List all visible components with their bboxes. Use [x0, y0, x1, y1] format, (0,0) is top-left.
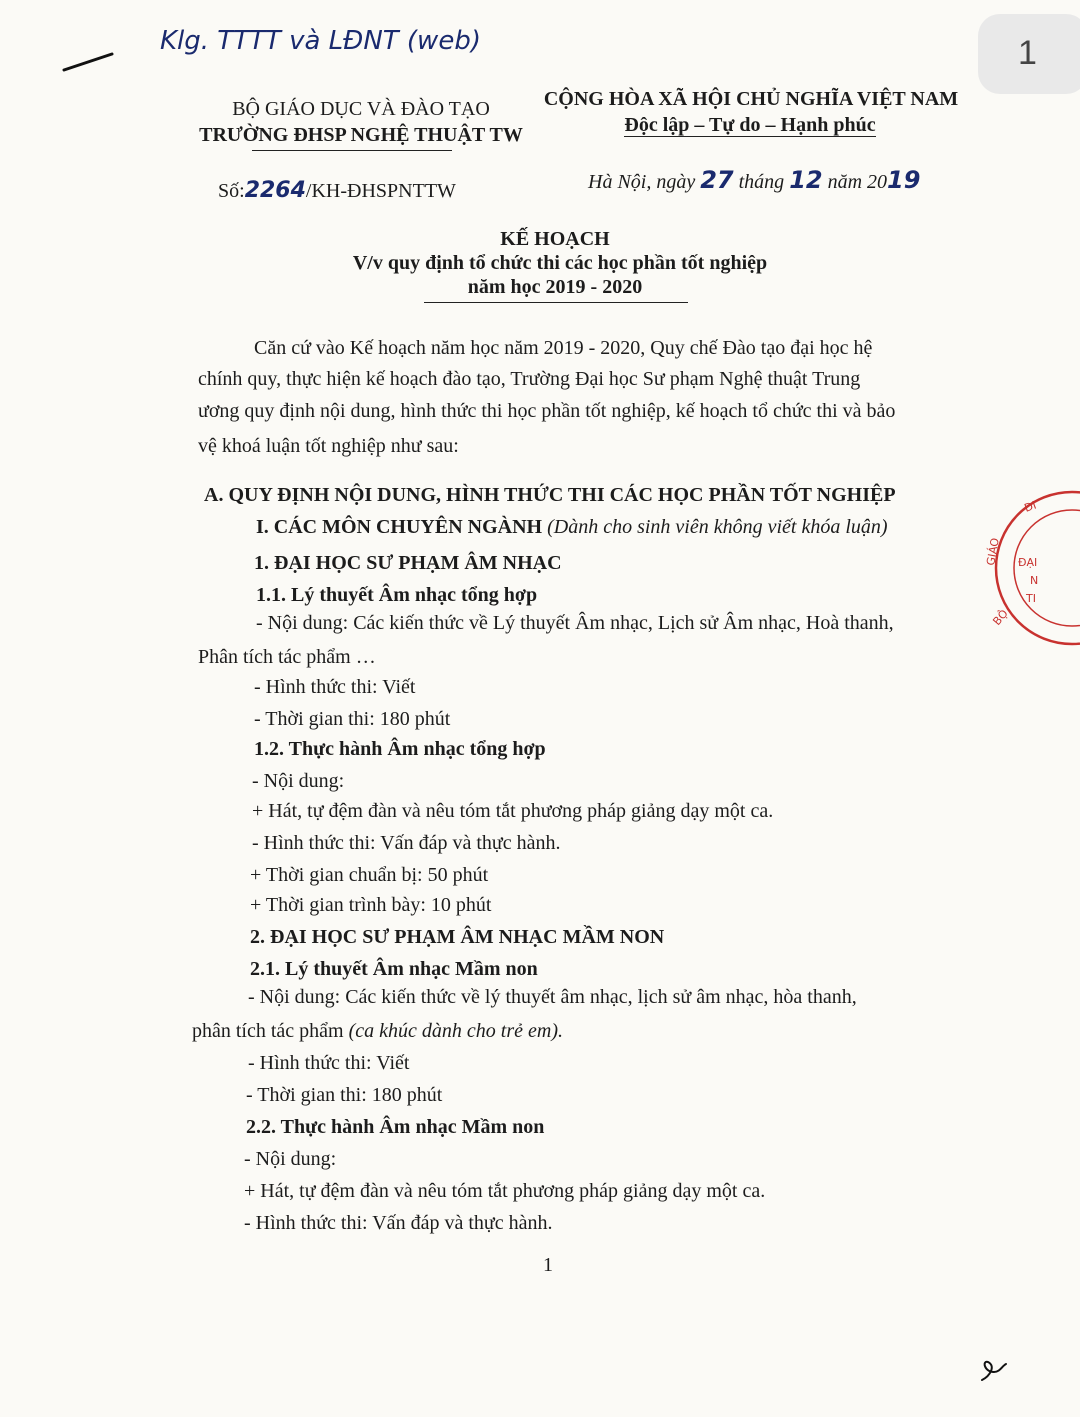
- section-2-1-time: - Thời gian thi: 180 phút: [246, 1084, 443, 1106]
- ministry-name: BỘ GIÁO DỤC VÀ ĐÀO TẠO: [232, 98, 490, 120]
- section-1-2-item: + Hát, tự đệm đàn và nêu tóm tắt phương pháp giảng dạy một ca.: [252, 800, 774, 822]
- section-1-2-content: - Nội dung:: [252, 770, 345, 792]
- svg-text:DI: DI: [1022, 498, 1039, 515]
- section-2-1-content-c: (ca khúc dành cho trẻ em).: [348, 1020, 563, 1042]
- section-2-2-heading: 2.2. Thực hành Âm nhạc Mầm non: [246, 1116, 545, 1138]
- footer-page-number: 1: [543, 1254, 553, 1276]
- svg-text:ĐẠI: ĐẠI: [1018, 556, 1038, 569]
- section-1-2-prep-time: + Thời gian chuẩn bị: 50 phút: [250, 864, 489, 886]
- section-2-1-form: - Hình thức thi: Viết: [248, 1052, 410, 1074]
- motto-text: Độc lập – Tự do – Hạnh phúc: [624, 114, 876, 136]
- section-1-1-content-cont: Phân tích tác phẩm …: [198, 646, 376, 668]
- section-a-heading: A. QUY ĐỊNH NỘI DUNG, HÌNH THỨC THI CÁC HỌC PHẦN TỐT NGHIỆP: [204, 484, 896, 506]
- intro-line-3: ương quy định nội dung, hình thức thi học phần tốt nghiệp, kế hoạch tổ chức thi và bảo: [198, 400, 896, 422]
- intro-line-4: vệ khoá luận tốt nghiệp như sau:: [198, 435, 459, 457]
- date-day: 27: [700, 166, 734, 194]
- school-name: TRƯỜNG ĐHSP NGHỆ THUẬT TW: [199, 124, 523, 146]
- section-2-2-form: - Hình thức thi: Vấn đáp và thực hành.: [244, 1212, 553, 1234]
- handwritten-note: Klg. TTTT và LĐNT (web): [160, 26, 481, 56]
- section-2-heading: 2. ĐẠI HỌC SƯ PHẠM ÂM NHẠC MẦM NON: [250, 926, 665, 948]
- section-1-heading: 1. ĐẠI HỌC SƯ PHẠM ÂM NHẠC: [254, 552, 562, 574]
- section-2-2-item: + Hát, tự đệm đàn và nêu tóm tắt phương pháp giảng dạy một ca.: [244, 1180, 766, 1202]
- doc-number-prefix: Số:: [218, 180, 245, 202]
- doc-number-suffix: /KH-ĐHSPNTTW: [305, 180, 456, 202]
- svg-text:TI: TI: [1026, 592, 1036, 605]
- section-i-title: I. CÁC MÔN CHUYÊN NGÀNH: [256, 516, 543, 538]
- date-month-label: tháng: [738, 171, 785, 193]
- section-1-2-present-time: + Thời gian trình bày: 10 phút: [250, 894, 492, 916]
- section-i-note: (Dành cho sinh viên không viết khóa luận): [547, 516, 888, 538]
- page-number-label: 1: [1018, 34, 1037, 72]
- intro-line-1: Căn cứ vào Kế hoạch năm học năm 2019 - 2020, Quy chế Đào tạo đại học hệ: [254, 337, 873, 359]
- official-seal-stamp: [982, 486, 1080, 656]
- section-2-2-content: - Nội dung:: [244, 1148, 337, 1170]
- section-1-1-time: - Thời gian thi: 180 phút: [254, 708, 451, 730]
- motto: [600, 114, 900, 137]
- document-subtitle-2: năm học 2019 - 2020: [467, 276, 643, 298]
- section-2-1-content: - Nội dung: Các kiến thức về lý thuyết âm nhạc, lịch sử âm nhạc, hòa thanh,: [248, 986, 857, 1008]
- country-name: CỘNG HÒA XÃ HỘI CHỦ NGHĨA VIỆT NAM: [543, 88, 959, 110]
- svg-text:N: N: [1030, 574, 1039, 587]
- svg-text:GIÁO: GIÁO: [984, 536, 1002, 567]
- document-date: [588, 166, 920, 194]
- section-1-1-content: - Nội dung: Các kiến thức về Lý thuyết Âm nhạc, Lịch sử Âm nhạc, Hoà thanh,: [256, 612, 894, 634]
- date-prefix: Hà Nội, ngày: [588, 171, 696, 193]
- section-1-1-form: - Hình thức thi: Viết: [254, 676, 416, 698]
- pen-stroke-mark: [60, 48, 120, 78]
- section-1-2-form: - Hình thức thi: Vấn đáp và thực hành.: [252, 832, 561, 854]
- section-i-heading: [256, 516, 888, 539]
- section-1-1-heading: 1.1. Lý thuyết Âm nhạc tổng hợp: [256, 584, 538, 606]
- date-year: 19: [887, 166, 921, 194]
- initials-mark: [976, 1356, 1012, 1386]
- section-2-1-content-cont: [192, 1020, 563, 1043]
- doc-number-handwritten: 2264: [244, 178, 306, 203]
- document-subtitle-1: V/v quy định tổ chức thi các học phần tốt nghiệp: [352, 252, 768, 274]
- date-month: 12: [789, 166, 823, 194]
- school-underline: [252, 150, 452, 151]
- svg-text:BỘ: BỘ: [990, 607, 1011, 628]
- document-title: KẾ HOẠCH: [500, 228, 610, 250]
- section-1-2-heading: 1.2. Thực hành Âm nhạc tổng hợp: [254, 738, 546, 760]
- section-2-1-heading: 2.1. Lý thuyết Âm nhạc Mầm non: [250, 958, 538, 980]
- intro-line-2: chính quy, thực hiện kế hoạch đào tạo, Trường Đại học Sư phạm Nghệ thuật Trung: [198, 368, 861, 390]
- page-number-badge[interactable]: [978, 14, 1080, 94]
- date-year-label: năm 20: [827, 171, 888, 193]
- section-2-1-content-b: phân tích tác phẩm: [192, 1020, 344, 1042]
- document-number: [218, 178, 456, 203]
- title-underline: [424, 302, 688, 303]
